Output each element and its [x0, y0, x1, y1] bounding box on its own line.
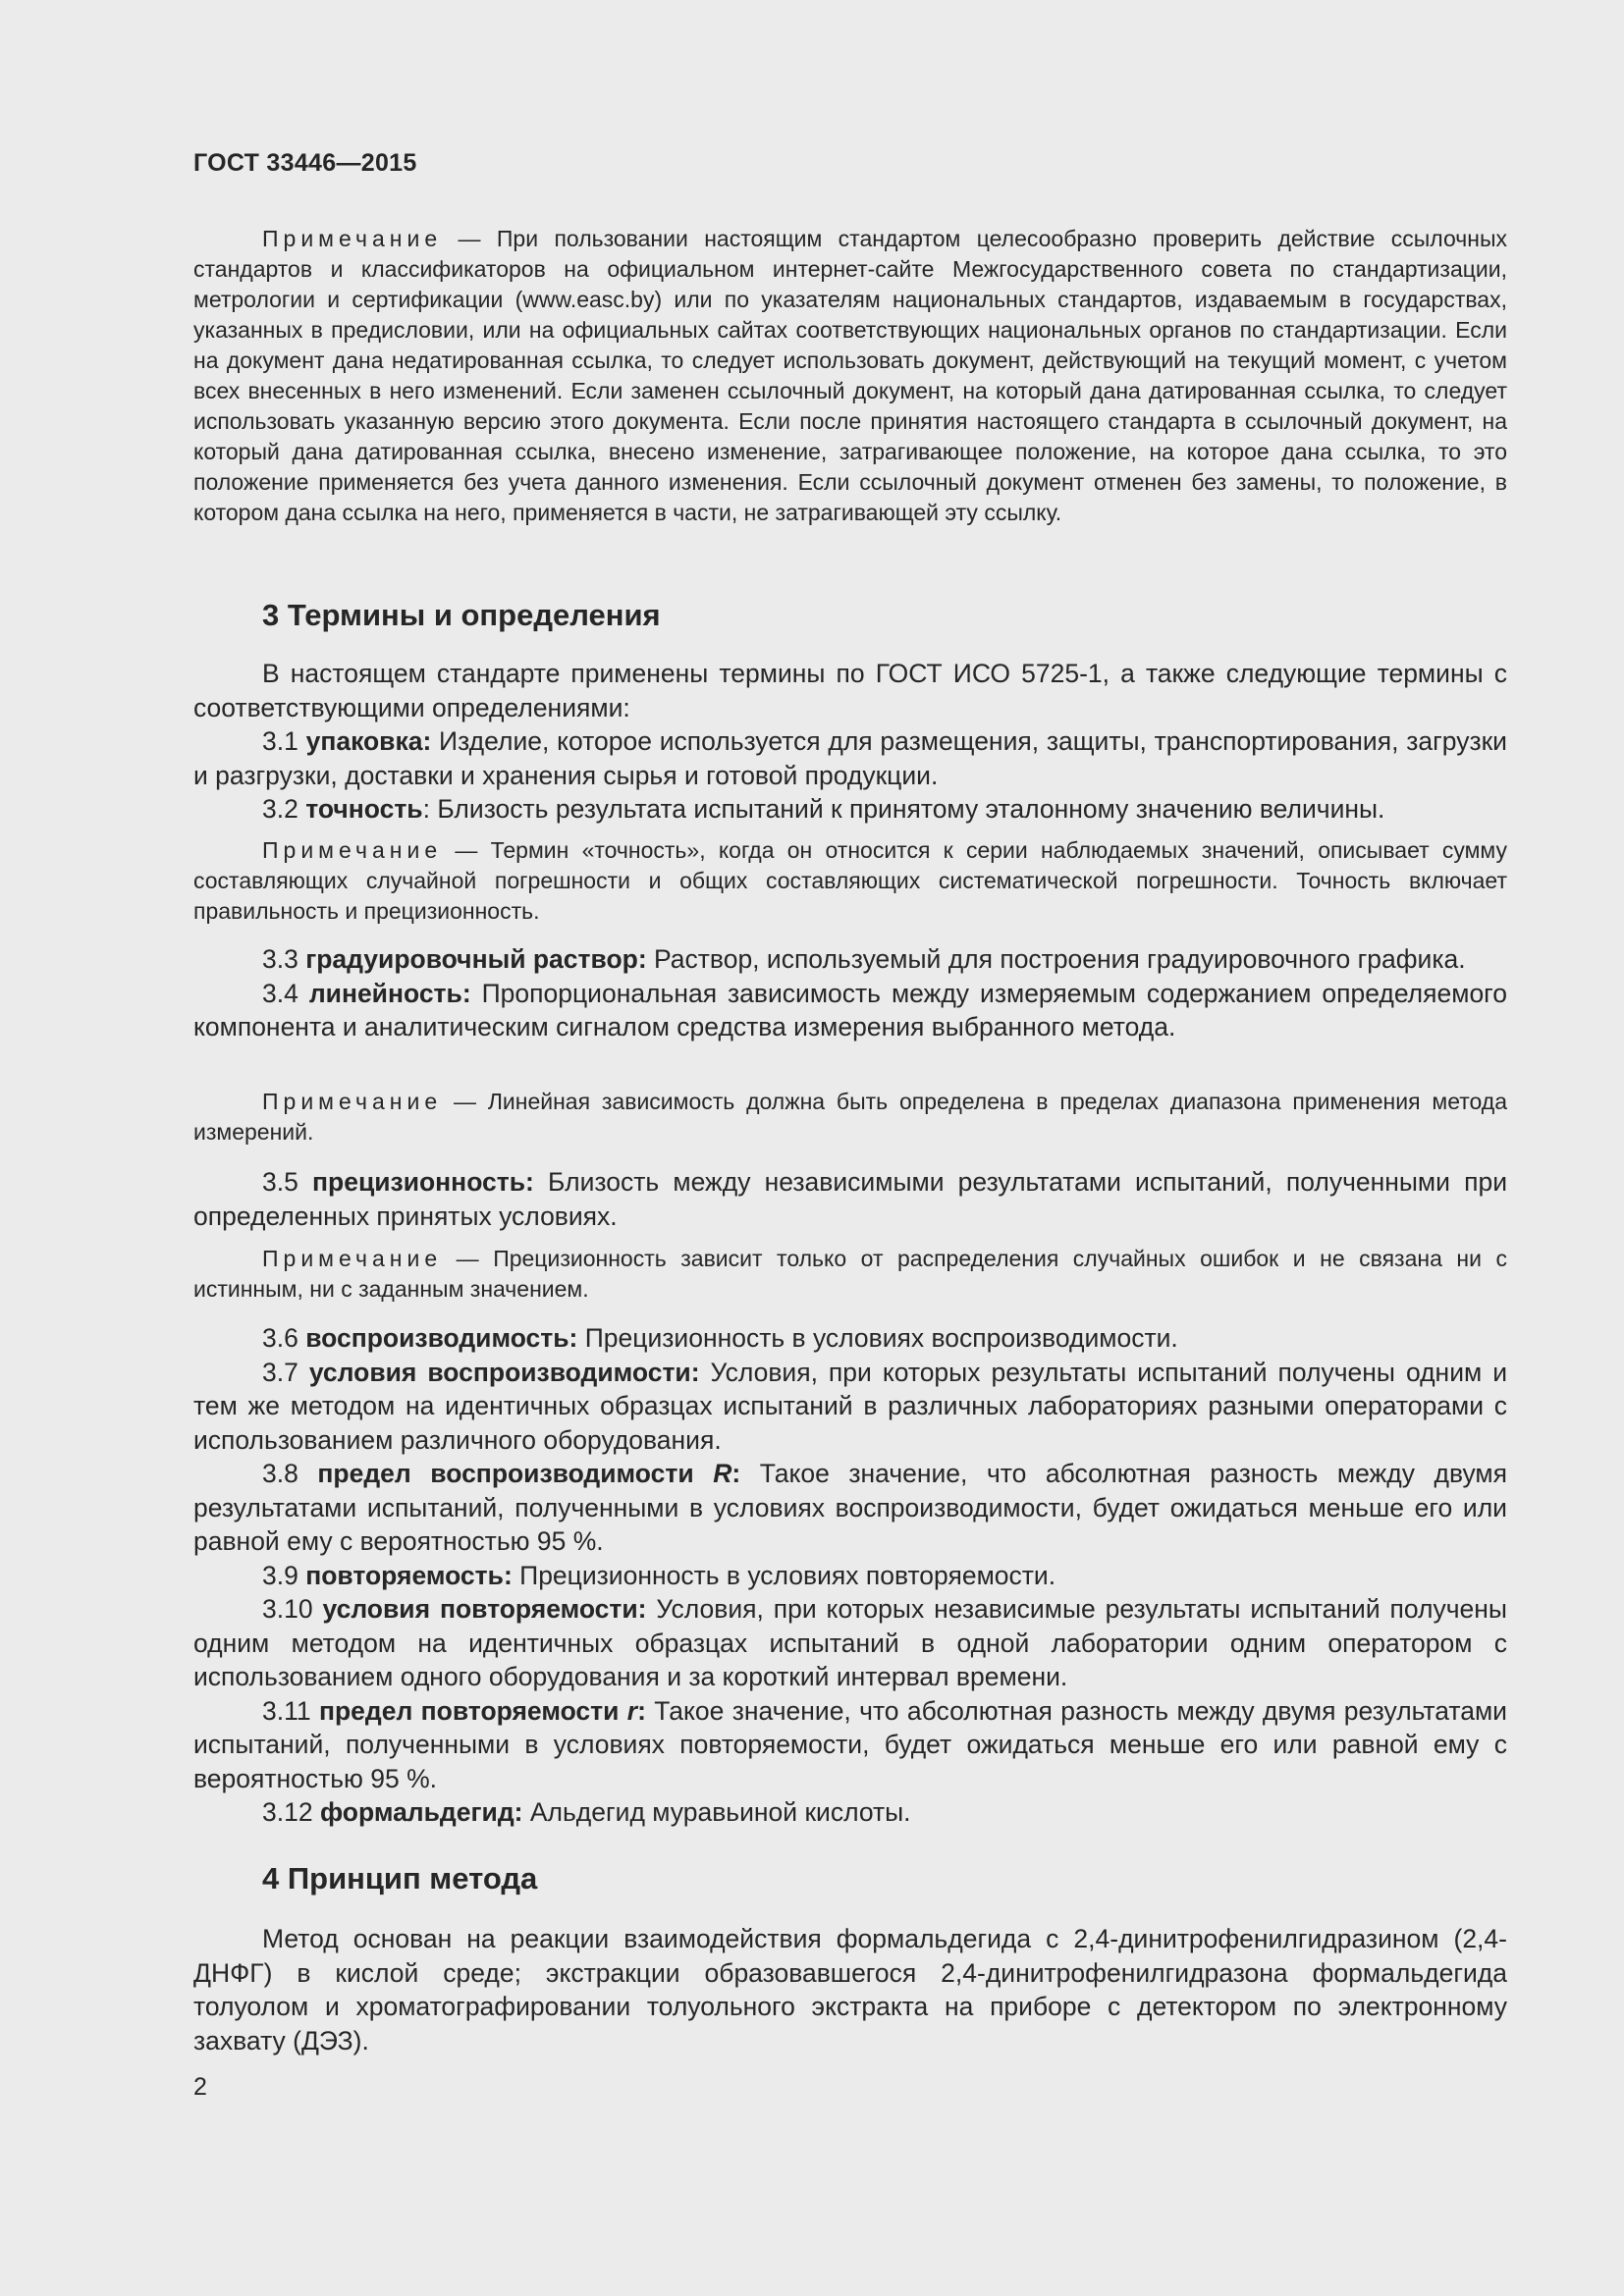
note-3-2 [193, 835, 1507, 927]
note-3-4 [193, 1087, 1507, 1148]
section-3-heading: 3 Термины и определения [262, 598, 661, 632]
term-3-11: 3.11 предел повторяемости r: Такое значение, что абсолютная разность между двумя результатами испытаний, полученными в условиях повторяемости, будет ожидаться меньше его или равной ему с вероятностью 95 %. [193, 1695, 1507, 1793]
page-number: 2 [193, 2073, 207, 2101]
section-3-intro: В настоящем стандарте применены термины по ГОСТ ИСО 5725-1, а также следующие термины с соответствующими определениями: [193, 659, 1507, 722]
note-label: Примечание [262, 1089, 443, 1114]
term-3-5: 3.5 прецизионность: Близость между независимыми результатами испытаний, полученными при определенных принятых условиях. [193, 1167, 1508, 1231]
term-3-3: 3.3 градуировочный раствор: Раствор, используемый для построения градуировочного графика. [262, 944, 1466, 974]
note-label: Примечание [262, 837, 443, 863]
term-3-2: 3.2 точность: Близость результата испытаний к принятому эталонному значению величины. [262, 794, 1385, 824]
note-label: Примечание [262, 226, 443, 251]
note-text: — Прецизионность зависит только от распределения случайных ошибок и не связана ни с истинным, ни с заданным значением. [193, 1246, 1507, 1302]
note-text: — Линейная зависимость должна быть определена в пределах диапазона применения метода измерений. [193, 1089, 1507, 1145]
section-4-body [193, 1922, 1507, 2057]
term-3-7: 3.7 условия воспроизводимости: Условия, при которых результаты испытаний получены одним и тем же методом на идентичных образцах испытаний в различных лабораториях разными операторами с использованием различного оборудования. [193, 1357, 1508, 1455]
term-3-12: 3.12 формальдегид: Альдегид муравьиной кислоты. [262, 1797, 911, 1827]
note-references [193, 224, 1507, 528]
note-3-5 [193, 1244, 1507, 1305]
term-3-5-block [193, 1165, 1507, 1233]
term-3-8: 3.8 предел воспроизводимости R: Такое значение, что абсолютная разность между двумя результатами испытаний, полученными в условиях воспроизводимости, будет ожидаться меньше его или равной ему с вероятностью 95 %. [193, 1459, 1507, 1556]
note-text: — При пользовании настоящим стандартом целесообразно проверить действие ссылочных стандартов и классификаторов на официальном интернет-сайте Межгосударственного совета по стандартизации, метрологии и сертификации (www.easc.by) или по указателям национальных стандартов, издаваемым в государствах, указанных в предисловии, или на официальных сайтах соответствующих национальных органов по стандартизации. Если на документ дана недатированная ссылка, то следует использовать документ, действующий на текущий момент, с учетом всех внесенных в него изменений. Если заменен ссылочный документ, на который дана датированная ссылка, то следует использовать указанную версию этого документа. Если после принятия настоящего стандарта в ссылочный документ, на который дана датированная ссылка, внесено изменение, затрагивающее положение, на которое дана ссылка, то это положение применяется без учета данного изменения. Если ссылочный документ отменен без замены, то положение, в котором дана ссылка на него, применяется в части, не затрагивающей эту ссылку. [193, 226, 1507, 525]
section-4-heading: 4 Принцип метода [262, 1861, 538, 1896]
term-3-10: 3.10 условия повторяемости: Условия, при которых независимые результаты испытаний получены одним методом на идентичных образцах испытаний в одной лаборатории одним оператором с использованием одного оборудования и за короткий интервал времени. [193, 1594, 1507, 1691]
page-header: ГОСТ 33446—2015 [193, 149, 417, 177]
term-3-4: 3.4 линейность: Пропорциональная зависимость между измеряемым содержанием определяемого компонента и аналитическим сигналом средства измерения выбранного метода. [193, 978, 1508, 1041]
section-4-text: Метод основан на реакции взаимодействия формальдегида с 2,4-динитрофенилгидразином (2,4-ДНФГ) в кислой среде; экстракции образовавшегося 2,4-динитрофенилгидразона формальдегида толуолом и хроматографировании толуольного экстракта на приборе с детектором по электронному захвату (ДЭЗ). [193, 1924, 1507, 2056]
terms-3-3-3-4 [193, 942, 1507, 1044]
section-3-body [193, 657, 1507, 827]
terms-3-6-3-12 [193, 1321, 1507, 1830]
term-3-6: 3.6 воспроизводимость: Прецизионность в условиях воспроизводимости. [262, 1323, 1178, 1353]
term-3-1: 3.1 упаковка: Изделие, которое используется для размещения, защиты, транспортирования, загрузки и разгрузки, доставки и хранения сырья и готовой продукции. [193, 726, 1507, 790]
note-text: — Термин «точность», когда он относится к серии наблюдаемых значений, описывает сумму составляющих случайной погрешности и общих составляющих систематической погрешности. Точность включает правильность и прецизионность. [193, 837, 1507, 924]
note-label: Примечание [262, 1246, 443, 1271]
term-3-9: 3.9 повторяемость: Прецизионность в условиях повторяемости. [262, 1560, 1056, 1590]
